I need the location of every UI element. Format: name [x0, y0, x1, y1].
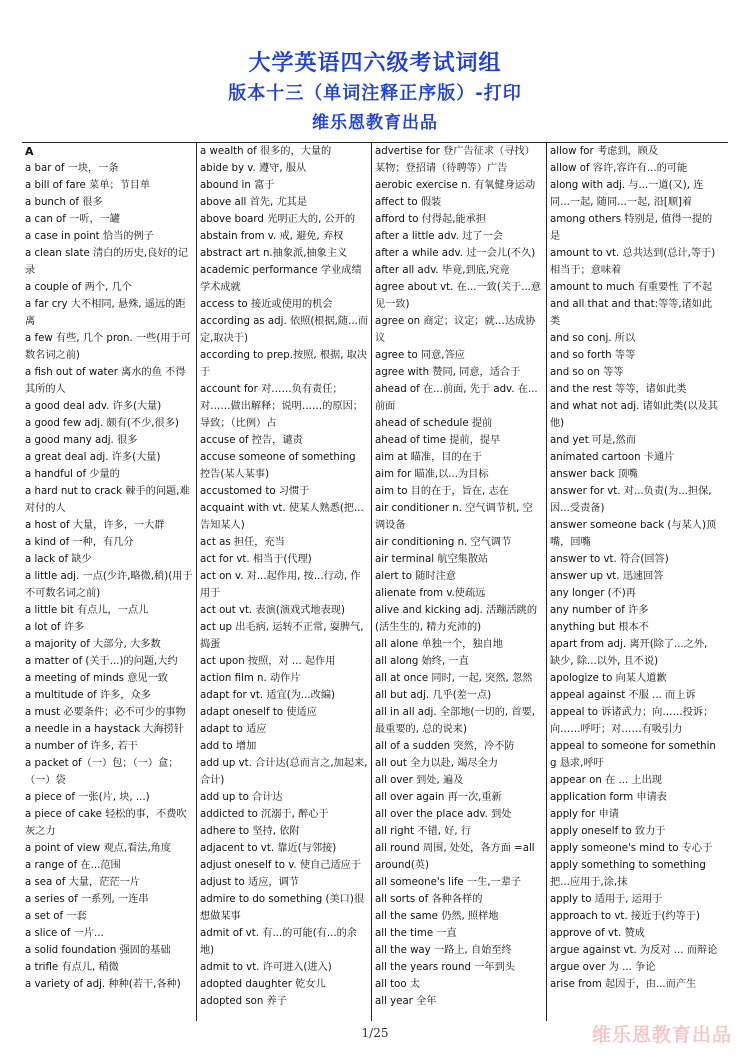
phrase-entry: allow of 容许,容许有...的可能: [550, 163, 688, 174]
phrase-entry: a handful of 少量的: [25, 469, 120, 480]
phrase-entry: a kind of 一种，有几分: [25, 537, 134, 548]
phrase-entry: add to 增加: [200, 741, 257, 752]
phrase-entry: all the same 仍然, 照样地: [375, 911, 499, 922]
phrase-entry: above board 光明正大的, 公开的: [200, 214, 356, 225]
phrase-entry: and what not adj. 诸如此类(以及其他): [550, 401, 718, 429]
phrase-entry: a bar of 一块，一条: [25, 163, 119, 174]
phrase-entry: adopted son 养子: [200, 996, 287, 1007]
phrase-entry: all along 始终, 一直: [375, 656, 469, 667]
phrase-entry: a must 必要条件；必不可少的事物: [25, 707, 186, 718]
phrase-entry: a bill of fare 菜单；节目单: [25, 180, 151, 191]
phrase-entry: abstract art n.抽象派,抽象主义: [200, 248, 348, 259]
phrase-entry: a little bit 有点儿，一点儿: [25, 605, 149, 616]
phrase-entry: accuse someone of something 控告(某人某事): [200, 452, 356, 480]
phrase-entry: act out vt. 表演(演戏式地表现): [200, 605, 345, 616]
column-4: [547, 143, 722, 1021]
phrase-entry: admire to do something (美口)很想做某事: [200, 894, 365, 922]
phrase-entry: ahead of time 提前，提早: [375, 435, 501, 446]
phrase-entry: a point of view 观点,看法,角度: [25, 843, 172, 854]
phrase-entry: and so forth 等等: [550, 350, 636, 361]
phrase-entry: arise from 起因于，由...而产生: [550, 979, 697, 990]
phrase-entry: act on v. 对...起作用, 按...行动, 作用于: [200, 571, 361, 599]
phrase-entry: admit to vt. 许可进入(进入): [200, 962, 332, 973]
phrase-entry: application form 申请表: [550, 792, 667, 803]
phrase-entry: aim at 瞄准，目的在于: [375, 452, 483, 463]
phrase-entry: a couple of 两个, 几个: [25, 282, 132, 293]
phrase-entry: all year 全年: [375, 996, 437, 1007]
phrase-entry: access to 接近或使用的机会: [200, 299, 333, 310]
phrase-entry: all out 全力以赴, 竭尽全力: [375, 758, 499, 769]
phrase-entry: a set of 一套: [25, 911, 87, 922]
phrase-entry: apply someone's mind to 专心于: [550, 843, 713, 854]
phrase-entry: aim to 目的在于，旨在, 志在: [375, 486, 509, 497]
phrase-entry: all in all adj. 全部地(一切的, 首要, 最重要的, 总的说来): [375, 707, 536, 735]
phrase-entry: act as 担任，充当: [200, 537, 285, 548]
phrase-entry: approve of vt. 赞成: [550, 928, 645, 939]
phrase-entry: a piece of cake 轻松的事，不费吹灰之力: [25, 809, 187, 837]
phrase-entry: anything but 根本不: [550, 622, 649, 633]
phrase-entry: a good many adj. 很多: [25, 435, 138, 446]
phrase-entry: argue over 为 ... 争论: [550, 962, 656, 973]
phrase-entry: all sorts of 各种各样的: [375, 894, 483, 905]
page-number: 1/25: [361, 1026, 389, 1040]
phrase-entry: amount to much 有重要性 了不起: [550, 282, 713, 293]
phrase-entry: a slice of 一片...: [25, 928, 104, 939]
publisher-line: 维乐恩教育出品: [312, 113, 438, 133]
phrase-entry: apart from adj. 离开(除了...之外, 缺少, 除...以外, 且不说): [550, 639, 708, 667]
phrase-entry: according as adj. 依照(根据,随...而定,取决于): [200, 316, 369, 344]
phrase-entry: a number of 许多, 若干: [25, 741, 138, 752]
phrase-entry: account for 对……负有责任；对……做出解释；说明……的原因；导致；（比例）占: [200, 384, 363, 429]
phrase-entry: amount to vt. 总共达到(总计,等于)相当于；意味着: [550, 248, 716, 276]
phrase-entry: a needle in a haystack 大海捞针: [25, 724, 185, 735]
phrase-entry: answer to vt. 符合(回答): [550, 554, 669, 565]
phrase-columns: [22, 142, 728, 1021]
phrase-entry: according to prep.按照, 根据, 取决于: [200, 350, 368, 378]
phrase-entry: all right 不错, 好, 行: [375, 826, 472, 837]
watermark-logo: 维乐恩教育出品: [591, 1024, 732, 1046]
phrase-entry: a majority of 大部分, 大多数: [25, 639, 161, 650]
phrase-entry: a trifle 有点儿, 稍微: [25, 962, 119, 973]
document-subtitle: 版本十三（单词注释正序版）-打印: [228, 83, 522, 104]
phrase-entry: act upon 按照，对 ... 起作用: [200, 656, 336, 667]
phrase-entry: ahead of schedule 提前: [375, 418, 493, 429]
phrase-entry: appeal to someone for something 恳求,呼吁: [550, 741, 716, 769]
phrase-entry: adhere to 坚持, 依附: [200, 826, 300, 837]
phrase-entry: apply for 申请: [550, 809, 619, 820]
column-1: [22, 143, 197, 1021]
phrase-entry: agree on 商定；议定；就…达成协议: [375, 316, 536, 344]
phrase-entry: a meeting of minds 意见一致: [25, 673, 168, 684]
phrase-entry: and the rest 等等，诸如此类: [550, 384, 687, 395]
phrase-entry: apply something to something 把...应用于,涂,抹: [550, 860, 706, 888]
phrase-entry: argue against vt. 为反对 ... 而辩论: [550, 945, 718, 956]
phrase-entry: a solid foundation 强固的基础: [25, 945, 171, 956]
phrase-entry: adapt for vt. 适宜(为...改编): [200, 690, 335, 701]
phrase-entry: after all adv. 毕竟,到底,究竟: [375, 265, 510, 276]
phrase-entry: all the way 一路上, 自始至终: [375, 945, 512, 956]
phrase-entry: air conditioner n. 空气调节机, 空调设备: [375, 503, 533, 531]
phrase-entry: affect to 假装: [375, 197, 442, 208]
phrase-entry: adapt to 适应: [200, 724, 267, 735]
phrase-entry: a can of 一听，一罐: [25, 214, 121, 225]
phrase-entry: a case in point 恰当的例子: [25, 231, 154, 242]
phrase-entry: a wealth of 很多的，大量的: [200, 146, 332, 157]
phrase-entry: alive and kicking adj. 活蹦活跳的(活生生的, 精力充沛的): [375, 605, 538, 633]
phrase-entry: and so conj. 所以: [550, 333, 636, 344]
phrase-entry: alert to 随时注意: [375, 571, 456, 582]
phrase-entry: a clean slate 清白的历史,良好的记录: [25, 248, 188, 276]
phrase-entry: answer for vt. 对...负责(为...担保,因...受责备): [550, 486, 712, 514]
phrase-entry: appear on 在 ... 上出现: [550, 775, 662, 786]
phrase-entry: accustomed to 习惯于: [200, 486, 310, 497]
phrase-entry: a sea of 大量，茫茫一片: [25, 877, 140, 888]
phrase-entry: animated cartoon 卡通片: [550, 452, 675, 463]
phrase-entry: act up 出毛病, 运转不正常, 耍脾气, 捣蛋: [200, 622, 364, 650]
phrase-entry: answer back 顶嘴: [550, 469, 638, 480]
phrase-entry: a matter of (关于...)的问题,大约: [25, 656, 178, 667]
phrase-entry: advertise for 登广告征求（寻找）某物；登招请（待聘等）广告: [375, 146, 535, 174]
phrase-entry: add up to 合计达: [200, 792, 283, 803]
phrase-entry: addicted to 沉溺于, 醉心于: [200, 809, 329, 820]
phrase-entry: academic performance 学业成绩 学术成就: [200, 265, 362, 293]
phrase-entry: all the years round 一年到头: [375, 962, 515, 973]
phrase-entry: all someone's life 一生,一辈子: [375, 877, 522, 888]
phrase-entry: all over 到处, 遍及: [375, 775, 464, 786]
phrase-entry: action film n. 动作片: [200, 673, 301, 684]
phrase-entry: abound in 富于: [200, 180, 275, 191]
phrase-entry: accuse of 控告，谴责: [200, 435, 303, 446]
phrase-entry: all but adj. 几乎(差一点): [375, 690, 492, 701]
phrase-entry: appeal to 诉诸武力；向……投诉；向……呼吁；对……有吸引力: [550, 707, 714, 735]
phrase-entry: a series of 一系列, 一连串: [25, 894, 149, 905]
phrase-entry: all at once 同时, 一起, 突然, 忽然: [375, 673, 533, 684]
phrase-entry: adjust oneself to v. 使自己适应于: [200, 860, 362, 871]
phrase-entry: among others 特别是, 值得一提的是: [550, 214, 713, 242]
phrase-entry: adapt oneself to 使适应: [200, 707, 317, 718]
phrase-entry: abstain from v. 戒, 避免, 弃权: [200, 231, 344, 242]
phrase-entry: and yet 可是,然而: [550, 435, 636, 446]
phrase-entry: all too 太: [375, 979, 421, 990]
phrase-entry: a host of 大量，许多，一大群: [25, 520, 165, 531]
phrase-entry: a good deal adv. 许多(大量): [25, 401, 162, 412]
phrase-entry: all over again 再一次,重新: [375, 792, 502, 803]
phrase-entry: aerobic exercise n. 有氧健身运动: [375, 180, 536, 191]
phrase-entry: air conditioning n. 空气调节: [375, 537, 512, 548]
phrase-entry: apply oneself to 致力于: [550, 826, 666, 837]
phrase-entry: apply to 适用于, 运用于: [550, 894, 663, 905]
phrase-entry: a fish out of water 离水的鱼 不得其所的人: [25, 367, 186, 395]
phrase-entry: apologize to 向某人道歉: [550, 673, 667, 684]
phrase-entry: add up vt. 合计达(总而言之,加起来,合计): [200, 758, 368, 786]
column-3: [372, 143, 547, 1021]
phrase-entry: answer up vt. 迅速回答: [550, 571, 664, 582]
phrase-entry: all of a sudden 突然，冷不防: [375, 741, 515, 752]
phrase-entry: agree to 同意,答应: [375, 350, 465, 361]
phrase-entry: approach to vt. 接近于(约等于): [550, 911, 700, 922]
phrase-entry: a bunch of 很多: [25, 197, 103, 208]
phrase-entry: acquaint with vt. 使某人熟悉(把...告知某人): [200, 503, 364, 531]
phrase-entry: after a while adv. 过一会儿(不久): [375, 248, 536, 259]
phrase-entry: a variety of adj. 种种(若干,各种): [25, 979, 181, 990]
phrase-entry: agree with 赞同, 同意，适合于: [375, 367, 521, 378]
phrase-entry: a good few adj. 颇有(不少,很多): [25, 418, 179, 429]
phrase-entry: allow for 考虑到，顾及: [550, 146, 659, 157]
phrase-entry: after a little adv. 过了一会: [375, 231, 503, 242]
phrase-entry: air terminal 航空集散站: [375, 554, 489, 565]
phrase-entry: afford to 付得起,能承担: [375, 214, 487, 225]
phrase-entry: above all 首先, 尤其是: [200, 197, 308, 208]
phrase-entry: aim for 瞄准,以...为目标: [375, 469, 489, 480]
phrase-entry: agree about vt. 在...一致(关于...意见一致): [375, 282, 542, 310]
phrase-entry: a multitude of 许多，众多: [25, 690, 151, 701]
phrase-entry: alienate from v.使疏远: [375, 588, 486, 599]
section-letter: A: [25, 145, 34, 158]
phrase-entry: adopted daughter 乾女儿: [200, 979, 326, 990]
phrase-entry: a piece of 一张(片, 块, ...): [25, 792, 150, 803]
phrase-entry: and so on 等等: [550, 367, 624, 378]
phrase-entry: all alone 单独一个，独自地: [375, 639, 503, 650]
document-title: 大学英语四六级考试词组: [248, 51, 502, 76]
phrase-entry: along with adj. 与...一道(又), 连同...一起, 随同...一起, 沿[顺]着: [550, 180, 704, 208]
phrase-entry: admit of vt. 有...的可能(有...的余地): [200, 928, 357, 956]
phrase-entry: adjust to 适应，调节: [200, 877, 299, 888]
phrase-entry: a little adj. 一点(少许,略微,稍)(用于不可数名词之前): [25, 571, 193, 599]
phrase-entry: answer someone back (与某人)顶嘴，回嘴: [550, 520, 717, 548]
phrase-entry: abide by v. 遵守, 服从: [200, 163, 307, 174]
phrase-entry: ahead of 在...前面, 先于 adv. 在...前面: [375, 384, 538, 412]
phrase-entry: a lot of 许多: [25, 622, 85, 633]
phrase-entry: all the time 一直: [375, 928, 457, 939]
phrase-entry: all over the place adv. 到处: [375, 809, 512, 820]
phrase-entry: a lack of 缺少: [25, 554, 92, 565]
phrase-entry: appeal against 不服 ... 而上诉: [550, 690, 696, 701]
phrase-entry: any longer (不)再: [550, 588, 636, 599]
phrase-entry: all round 周围, 处处，各方面 =all around(英): [375, 843, 535, 871]
phrase-entry: and all that and that:等等,诸如此类: [550, 299, 713, 327]
phrase-entry: a hard nut to crack 棘手的问题,难对付的人: [25, 486, 190, 514]
phrase-entry: a range of 在...范围: [25, 860, 121, 871]
phrase-entry: adjacent to vt. 靠近(与邻接): [200, 843, 337, 854]
phrase-entry: a far cry 大不相同, 悬殊, 遥远的距离: [25, 299, 186, 327]
phrase-entry: any number of 许多: [550, 605, 649, 616]
column-2: [197, 143, 372, 1021]
phrase-entry: a few 有些, 几个 pron. 一些(用于可数名词之前): [25, 333, 191, 361]
phrase-entry: a packet of（一）包；（一）盒；（一）袋: [25, 758, 179, 786]
phrase-entry: act for vt. 相当于(代理): [200, 554, 312, 565]
phrase-entry: a great deal adj. 许多(大量): [25, 452, 161, 463]
